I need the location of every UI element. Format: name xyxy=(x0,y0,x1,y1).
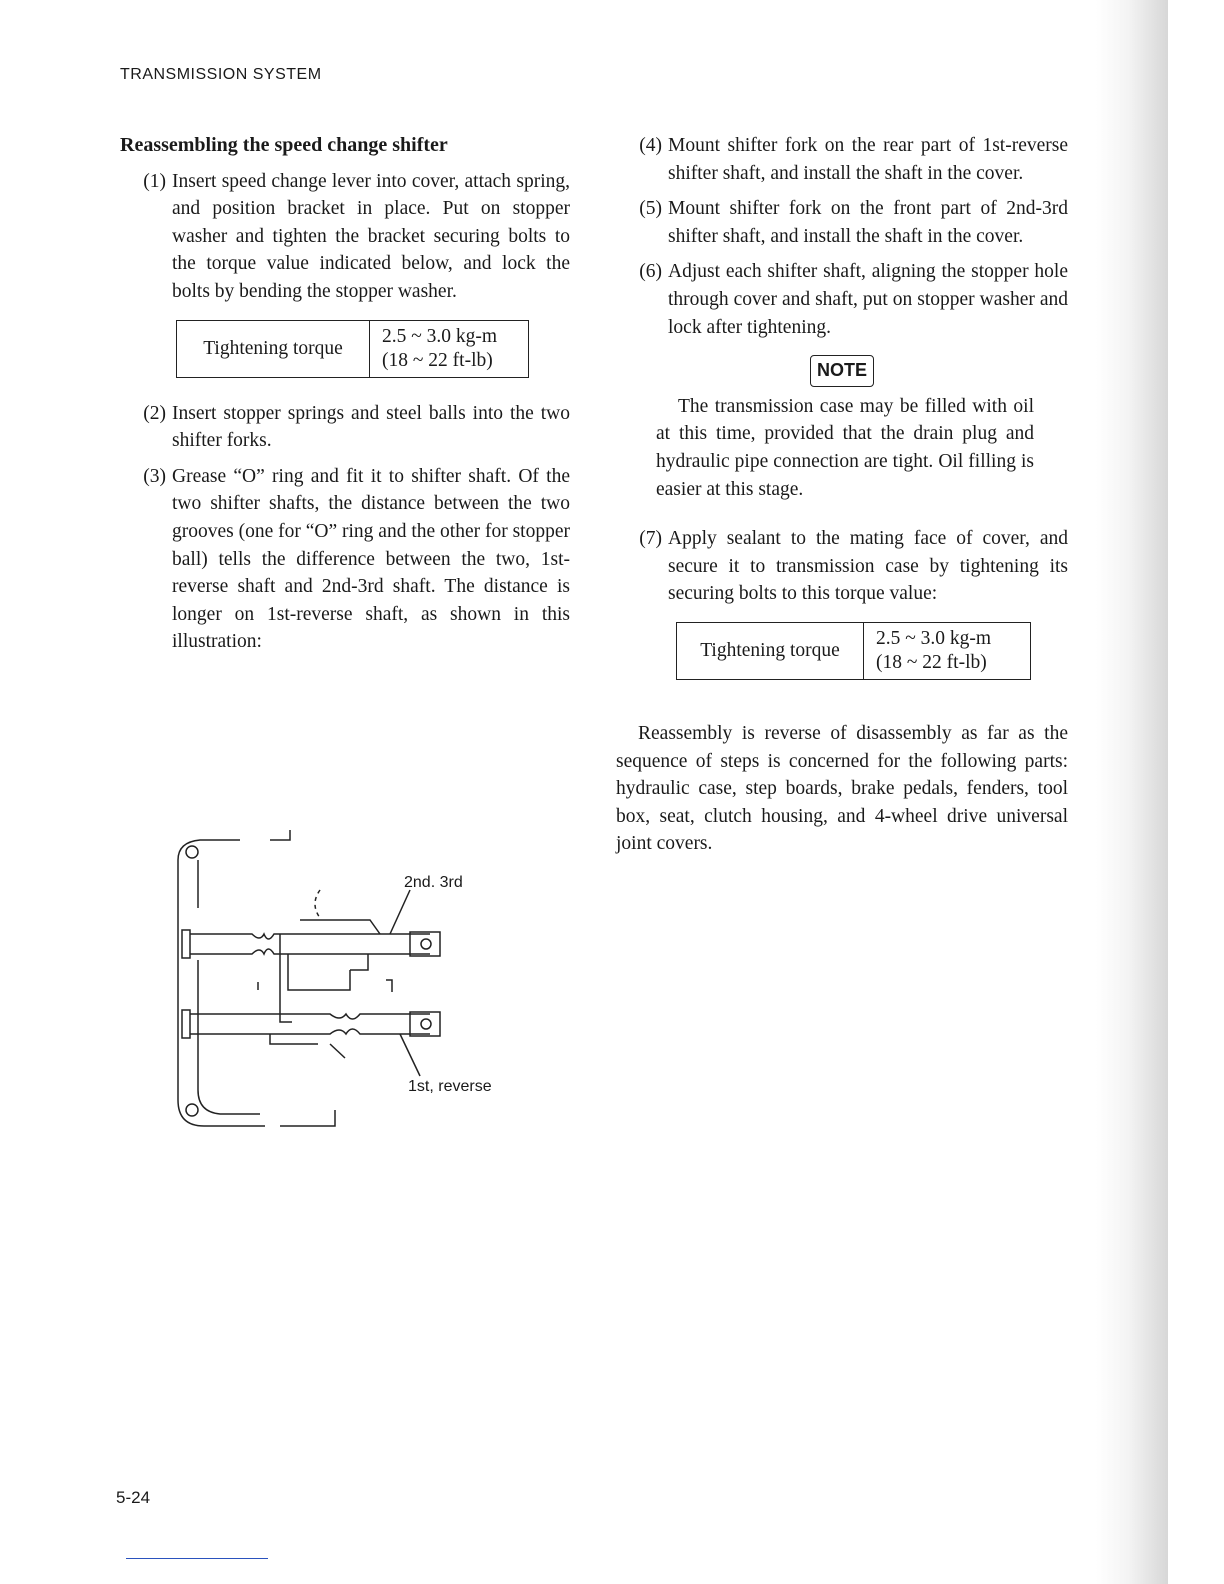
step-text: Grease “O” ring and fit it to shifter shaft. Of the two shifter shafts, the distance between the two grooves (one for “O” ring and the other for stopper ball) tells the difference between the two, 1st-reverse shaft and 2nd-3rd shaft. The distance is longer on 1st-reverse shaft, as shown in this illustration: xyxy=(172,465,570,653)
note-heading xyxy=(616,355,1068,387)
torque-value xyxy=(864,622,1031,679)
step-text: Mount shifter fork on the rear part of 1st-reverse shifter shaft, and install the shaft in the cover. xyxy=(668,135,1068,184)
left-column xyxy=(120,132,570,664)
torque-value-kgm: 2.5 ~ 3.0 kg-m xyxy=(382,325,498,347)
torque-value-kgm: 2.5 ~ 3.0 kg-m xyxy=(876,627,992,649)
step-number: (2) xyxy=(143,402,166,424)
step-2 xyxy=(120,400,570,455)
step-3 xyxy=(120,463,570,656)
step-number: (4) xyxy=(639,135,662,156)
running-header: TRANSMISSION SYSTEM xyxy=(120,66,322,83)
step-4 xyxy=(616,132,1068,187)
step-1 xyxy=(120,168,570,306)
step-text: Insert speed change lever into cover, attach spring, and position bracket in place. Put on stopper washer and tighten the bracket securing bolts to the torque value indicated below, and lock the bolts by bending the stopper washer. xyxy=(172,170,570,302)
label-2nd-3rd: 2nd. 3rd xyxy=(404,874,463,891)
torque-value-ftlb: (18 ~ 22 ft-lb) xyxy=(876,651,987,673)
torque-value xyxy=(370,320,529,377)
step-text: Adjust each shifter shaft, aligning the stopper hole through cover and shaft, put on stopper washer and lock after tightening. xyxy=(668,261,1068,338)
page-number: 5-24 xyxy=(116,1488,151,1507)
label-1st-reverse: 1st, reverse xyxy=(408,1078,492,1095)
shifter-shaft-illustration xyxy=(170,830,510,1140)
torque-label: Tightening torque xyxy=(177,320,370,377)
step-number: (7) xyxy=(639,528,662,550)
section-title: Reassembling the speed change shifter xyxy=(120,134,448,156)
torque-table-right xyxy=(676,622,1031,680)
step-number: (1) xyxy=(143,170,166,192)
note-text: The transmission case may be filled with oil at this time, provided that the drain plug and hydraulic pipe connection are tight. Oil filling is easier at this stage. xyxy=(656,395,1034,500)
right-column xyxy=(616,132,1068,858)
step-number: (6) xyxy=(639,261,662,283)
torque-value-ftlb: (18 ~ 22 ft-lb) xyxy=(382,349,493,371)
step-number: (5) xyxy=(639,198,662,220)
step-text: Mount shifter fork on the front part of 2nd-3rd shifter shaft, and install the shaft in the cover. xyxy=(668,198,1068,247)
step-text: Insert stopper springs and steel balls into the two shifter forks. xyxy=(172,402,570,452)
step-7 xyxy=(616,525,1068,608)
step-6 xyxy=(616,258,1068,341)
closing-paragraph: Reassembly is reverse of disassembly as far as the sequence of steps is concerned for the following parts: hydraulic case, step boards, brake pedals, fenders, tool box, seat, clutch housing, and 4-wheel drive universal joint covers. xyxy=(616,722,1068,855)
step-5 xyxy=(616,195,1068,250)
page-binding-edge xyxy=(1168,0,1224,1584)
torque-label: Tightening torque xyxy=(677,622,864,679)
step-text: Apply sealant to the mating face of cover, and secure it to transmission case by tightening its securing bolts to this torque value: xyxy=(668,528,1068,605)
note-badge: NOTE xyxy=(810,355,874,387)
footer-divider xyxy=(126,1558,268,1559)
torque-table-left xyxy=(176,320,529,378)
step-number: (3) xyxy=(143,465,166,487)
